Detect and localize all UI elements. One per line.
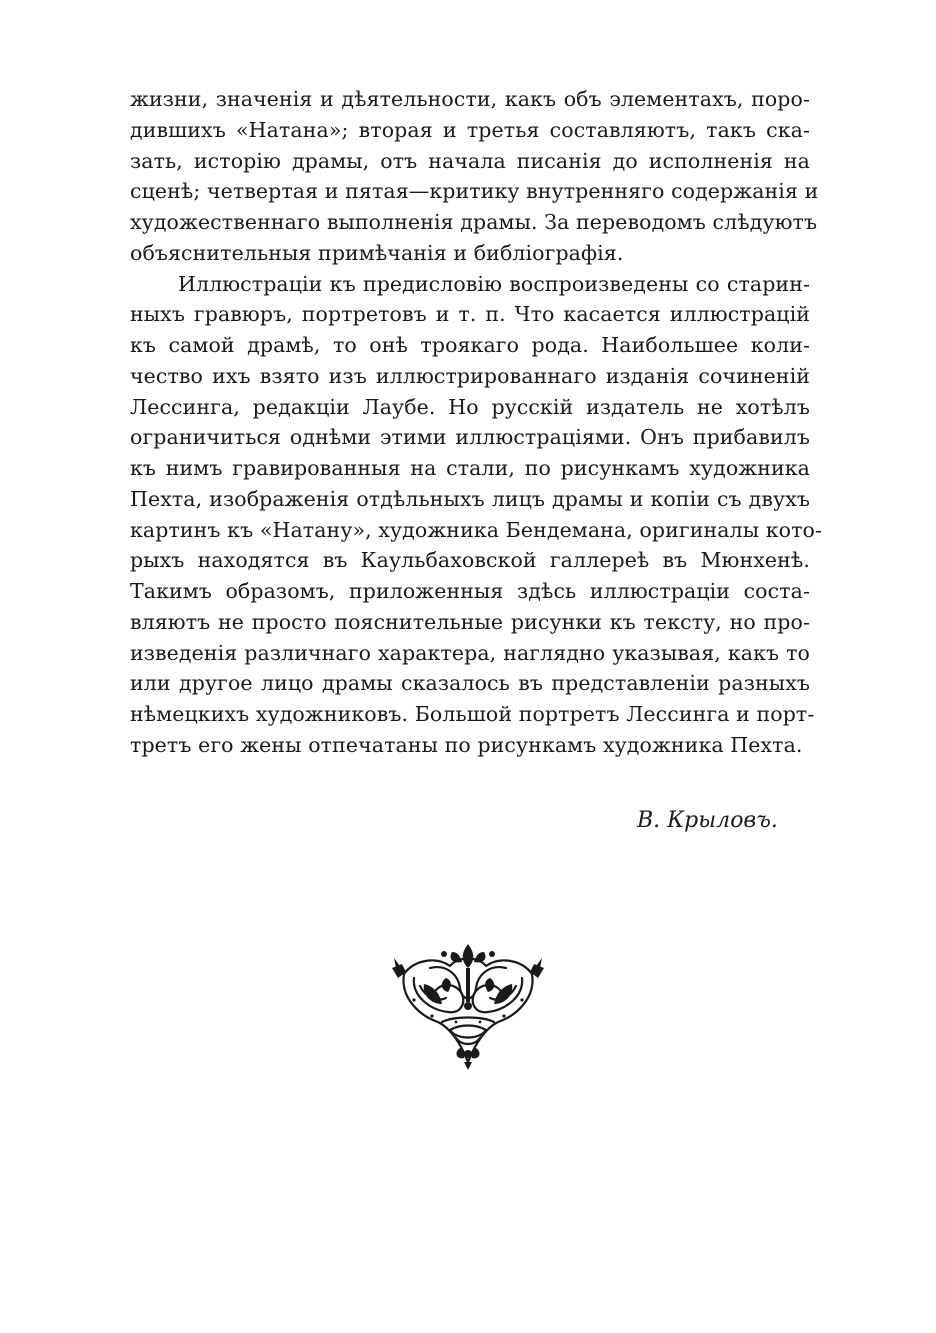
body-text [130,84,823,761]
text-line: Лессинга, редакціи Лаубе. Но русскій издатель не хотѣлъ [130,394,810,419]
text-line: вляютъ не просто пояснительные рисунки къ тексту, но про- [130,609,810,634]
text-line: ныхъ гравюръ, портретовъ и т. п. Что касается иллюстрацій [130,302,810,327]
text-line: рыхъ находятся въ Каульбаховской галлереѣ въ Мюнхенѣ. [130,548,810,573]
text-line: или другое лицо драмы сказалось въ представленіи разныхъ [130,671,810,696]
text-line: Пехта, изображенія отдѣльныхъ лицъ драмы и копіи съ двухъ [130,486,810,511]
text-line: объяснительныя примѣчанія и библіографія. [130,240,624,265]
text-line: нѣмецкихъ художниковъ. Большой портретъ Лессинга и порт- [130,702,815,726]
text-line: сценѣ; четвертая и пятая—критику внутренняго содержанія и [130,179,819,204]
author-signature: В. Крыловъ. [637,808,778,833]
text-line: къ самой драмѣ, то онѣ троякаго рода. Наибольшее коли- [130,333,810,357]
text-line: третъ его жены отпечатаны по рисункамъ художника Пехта. [130,732,803,757]
paragraph-1 [130,84,819,269]
text-line: художественнаго выполненія драмы. За переводомъ слѣдуютъ [130,210,818,234]
text-line: дившихъ «Натана»; вторая и третья составляютъ, такъ ска- [130,117,810,142]
paragraph-2 [130,269,823,761]
text-line: Такимъ образомъ, приложенныя здѣсь иллюстраціи соста- [130,579,810,603]
text-line: чество ихъ взято изъ иллюстрированнаго изданія сочиненій [130,363,810,388]
text-line: изведенія различнаго характера, наглядно указывая, какъ то [130,640,810,665]
text-line: Иллюстраціи къ предисловію воспроизведены со старин- [178,271,810,296]
celtic-knot-vignette-icon [390,938,546,1070]
text-line: жизни, значенія и дѣятельности, какъ объ элементахъ, поро- [130,87,810,111]
text-line: зать, исторію драмы, отъ начала писанія до исполненія на [130,148,810,173]
text-line: ограничиться однѣми этими иллюстраціями. Онъ прибавилъ [130,425,810,450]
text-line: къ нимъ гравированныя на стали, по рисункамъ художника [130,456,810,480]
text-line: картинъ къ «Натану», художника Бендемана, оригиналы кото- [130,517,823,542]
